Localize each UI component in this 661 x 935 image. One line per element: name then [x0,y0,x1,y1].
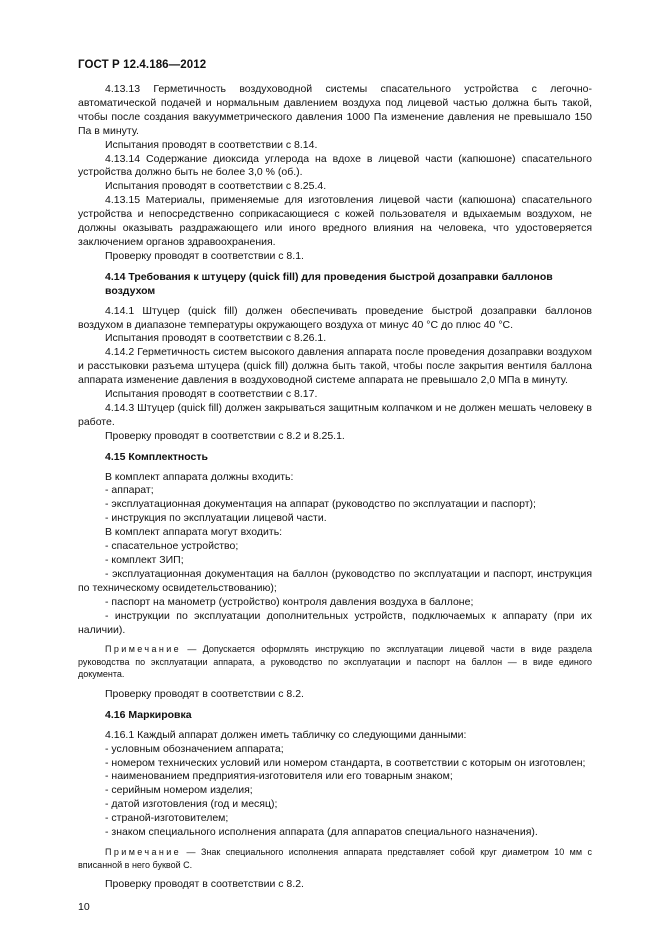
note-label: Примечание [105,644,182,655]
completeness-may-intro: В комплект аппарата могут входить: [105,526,283,539]
clause-4-14-2: 4.14.2 Герметичность систем высокого давления аппарата после проведения дозаправки воздухом и расстыковки разъема штуцера (quick fill) должна быть такой, чтобы после закрытия вентиля баллона аппарата изменение давления в воздуховодной системе аппарата не превышало 2,0 МПа в минуту. [78,346,592,387]
document-header: ГОСТ Р 12.4.186—2012 [78,59,207,71]
clause-4-14-1-check: Испытания проводят в соответствии с 8.26.1. [105,332,327,345]
clause-4-16-check: Проверку проводят в соответствии с 8.2. [105,878,304,890]
page-number: 10 [78,900,90,913]
list-item: - условным обозначением аппарата; [105,742,284,755]
note-label: Примечание [105,847,182,857]
clause-4-14-3: 4.14.3 Штуцер (quick fill) должен закрываться защитным колпачком и не должен мешать человеку в работе. [78,401,592,428]
section-heading-4-16: 4.16 Маркировка [105,708,192,721]
list-item: - аппарат; [105,484,154,497]
list-item: - эксплуатационная документация на аппарат (руководство по эксплуатации и паспорт); [105,498,536,511]
clause-4-13-13: 4.13.13 Герметичность воздуховодной системы спасательного устройства с легочно-автоматической подачей и нормальным давлением воздуха под лицевой частью должна быть такой, чтобы после создания вакуумметрического давления 1000 Па изменение давления не превышало 150 Па в минуту. [78,83,592,137]
list-item: - знаком специального исполнения аппарата (для аппаратов специального назначения). [105,826,538,839]
clause-4-15-check: Проверку проводят в соответствии с 8.2. [105,687,304,700]
clause-4-16-1: 4.16.1 Каждый аппарат должен иметь табличку со следующими данными: [105,728,467,741]
clause-4-13-13-check: Испытания проводят в соответствии с 8.14. [105,138,318,151]
document-page [78,58,592,914]
list-item: - комплект ЗИП; [105,554,184,566]
clause-4-13-14: 4.13.14 Содержание диоксида углерода на вдохе в лицевой части (капюшоне) спасательного устройства должно быть не более 3,0 % (об.). [78,152,592,179]
list-item: - эксплуатационная документация на баллон (руководство по эксплуатации и паспорт, инструкция по техническому освидетельствованию); [78,567,592,594]
completeness-must-intro: В комплект аппарата должны входить: [105,470,294,483]
list-item: - наименованием предприятия-изготовителя или его товарным знаком; [105,770,453,783]
clause-4-13-14-check: Испытания проводят в соответствии с 8.25.4. [105,180,327,193]
note-4-15 [78,643,592,681]
note-4-16 [78,846,592,871]
list-item: - инструкция по эксплуатации лицевой части. [105,512,327,525]
note-text: — Знак специального исполнения аппарата представляет собой круг диаметром 10 мм с вписанной в него буквой С. [78,847,592,870]
list-item: - номером технических условий или номером стандарта, в соответствии с которым он изготовлен; [105,756,586,769]
section-heading-4-15: 4.15 Комплектность [105,450,208,463]
list-item: - инструкции по эксплуатации дополнительных устройств, подключаемых к аппарату (при их наличии). [78,609,592,636]
list-item: - спасательное устройство; [105,540,239,553]
clause-4-14-3-check: Проверку проводят в соответствии с 8.2 и 8.25.1. [105,429,345,442]
list-item: - серийным номером изделия; [105,784,253,797]
clause-4-13-15-check: Проверку проводят в соответствии с 8.1. [105,249,304,262]
clause-4-14-2-check: Испытания проводят в соответствии с 8.17. [105,388,318,401]
clause-4-14-1: 4.14.1 Штуцер (quick fill) должен обеспечивать проведение быстрой дозаправки баллонов воздухом в диапазоне температуры окружающего воздуха от минус 40 °С до плюс 40 °С. [78,304,592,331]
list-item: - паспорт на манометр (устройство) контроля давления воздуха в баллоне; [105,595,474,608]
section-heading-4-14: 4.14 Требования к штуцеру (quick fill) для проведения быстрой дозаправки баллонов воздухом [105,270,553,297]
list-item: - страной-изготовителем; [105,812,229,825]
clause-4-13-15: 4.13.15 Материалы, применяемые для изготовления лицевой части (капюшона) спасательного устройства и непосредственно соприкасающиеся с кожей пользователя и вдыхаемым воздухом, не должны оказывать раздражающего или иного вредного влияния на человека, что удостоверяется заключением органов здравоохранения. [78,194,592,248]
note-text: — Допускается оформлять инструкцию по эксплуатации лицевой части в виде раздела руководства по эксплуатации аппарата, а руководство по эксплуатации и паспорт на баллон — в виде единого документа. [78,644,592,680]
list-item: - датой изготовления (год и месяц); [105,798,278,811]
